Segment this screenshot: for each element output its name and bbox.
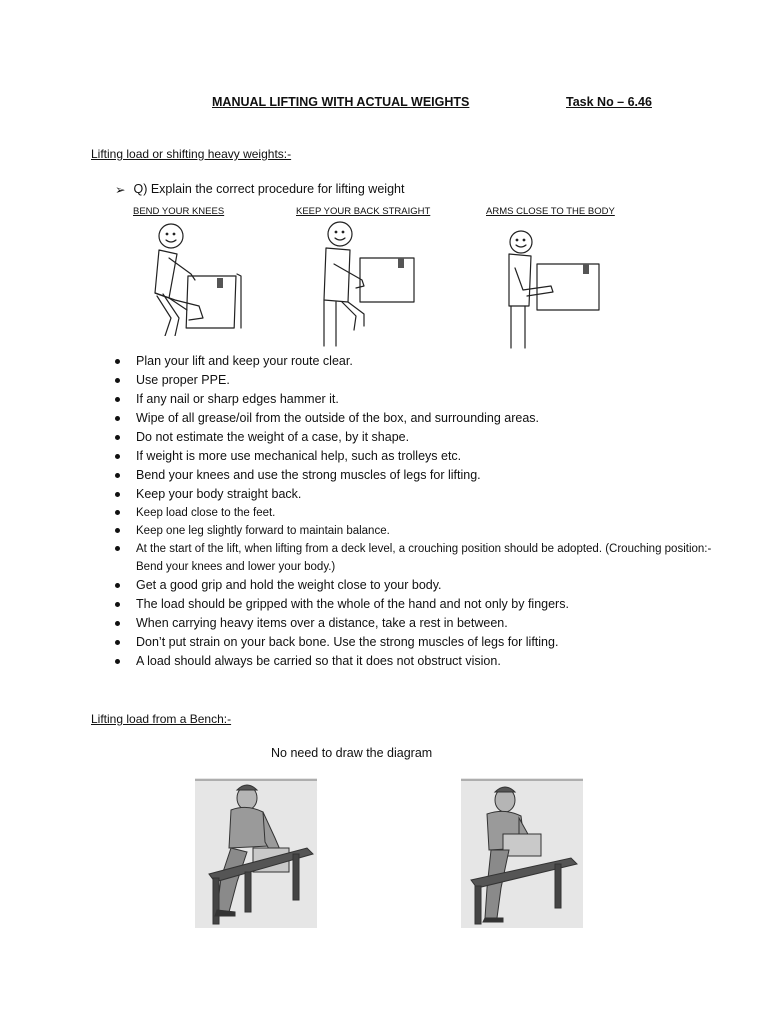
list-item: Get a good grip and hold the weight close to your body.: [112, 576, 712, 595]
bullet-icon: [115, 359, 120, 364]
list-item: At the start of the lift, when lifting from a deck level, a crouching position should be adopted. (Crouching position:- Bend your knees and lower your body.): [112, 540, 712, 576]
bullet-icon: [115, 473, 120, 478]
task-number: Task No – 6.46: [566, 95, 652, 109]
bullet-icon: [115, 546, 120, 551]
bullet-icon: [115, 397, 120, 402]
list-item: Keep your body straight back.: [112, 485, 712, 504]
arrow-bullet-icon: ➢: [115, 183, 126, 197]
diagram-note: No need to draw the diagram: [271, 746, 433, 760]
bullet-icon: [115, 416, 120, 421]
caption-bend-knees: BEND YOUR KNEES: [133, 206, 225, 217]
caption-arms-close: ARMS CLOSE TO THE BODY: [486, 206, 615, 217]
bullet-icon: [115, 492, 120, 497]
list-item: Keep one leg slightly forward to maintain balance.: [112, 522, 712, 540]
question-text: Q) Explain the correct procedure for lifting weight: [133, 182, 405, 196]
list-item: Do not estimate the weight of a case, by it shape.: [112, 428, 712, 447]
list-item: Wipe of all grease/oil from the outside of the box, and surrounding areas.: [112, 409, 712, 428]
bullet-icon: [115, 378, 120, 383]
list-item: Don’t put strain on your back bone. Use the strong muscles of legs for lifting.: [112, 633, 712, 652]
list-item: If any nail or sharp edges hammer it.: [112, 390, 712, 409]
bullet-icon: [115, 621, 120, 626]
figure-bend-knees: [145, 218, 245, 336]
lifting-procedure-list: [112, 352, 712, 671]
list-item: Keep load close to the feet.: [112, 504, 712, 522]
bullet-icon: [115, 528, 120, 533]
caption-back-straight: KEEP YOUR BACK STRAIGHT: [296, 206, 431, 217]
figure-arms-close: [505, 228, 605, 350]
page-title: MANUAL LIFTING WITH ACTUAL WEIGHTS: [212, 95, 470, 109]
bullet-icon: [115, 583, 120, 588]
list-item: The load should be gripped with the whole of the hand and not only by fingers.: [112, 595, 712, 614]
list-item: A load should always be carried so that it does not obstruct vision.: [112, 652, 712, 671]
list-item: Bend your knees and use the strong muscles of legs for lifting.: [112, 466, 712, 485]
photo-bench-lift-1: [195, 778, 317, 928]
section-heading-bench: Lifting load from a Bench:-: [91, 712, 232, 726]
photo-bench-lift-2: [461, 778, 583, 928]
bullet-icon: [115, 602, 120, 607]
bullet-icon: [115, 640, 120, 645]
section-heading-lifting: Lifting load or shifting heavy weights:-: [91, 147, 292, 161]
question: [115, 182, 404, 197]
list-item: When carrying heavy items over a distance, take a rest in between.: [112, 614, 712, 633]
bullet-icon: [115, 510, 120, 515]
figure-back-straight: [320, 220, 420, 348]
list-item: Plan your lift and keep your route clear.: [112, 352, 712, 371]
bullet-icon: [115, 435, 120, 440]
bullet-icon: [115, 454, 120, 459]
list-item: If weight is more use mechanical help, such as trolleys etc.: [112, 447, 712, 466]
list-item: Use proper PPE.: [112, 371, 712, 390]
bullet-icon: [115, 659, 120, 664]
